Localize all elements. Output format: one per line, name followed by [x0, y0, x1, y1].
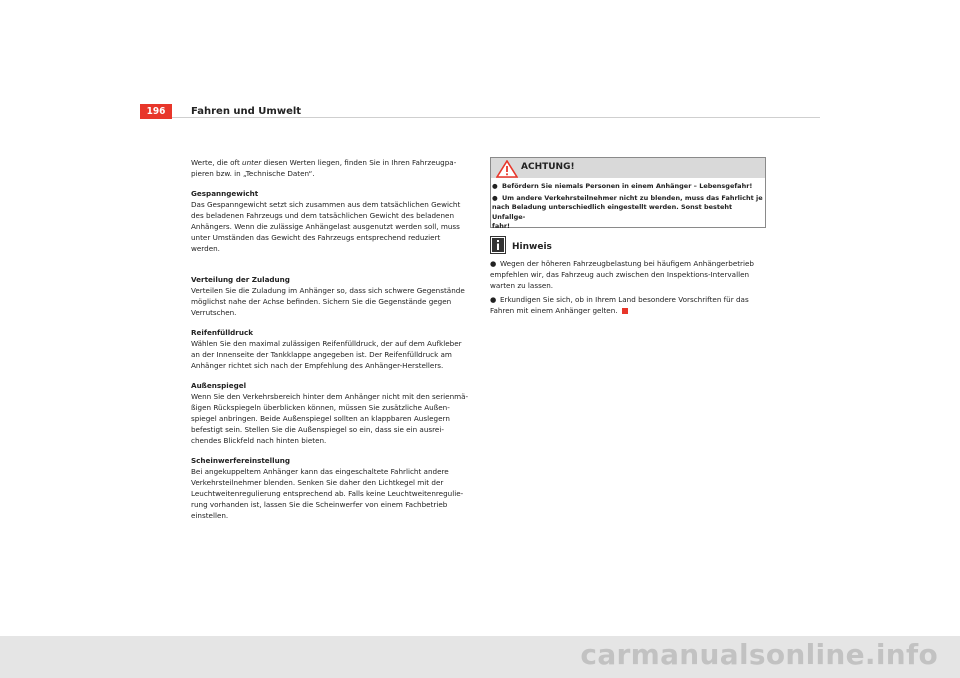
- watermark: carmanualsonline.info: [580, 638, 938, 671]
- warning-box: [490, 157, 766, 228]
- section-heading: Außenspiegel: [191, 381, 247, 390]
- hint-title: Hinweis: [512, 242, 552, 252]
- section-text: Das Gespanngewicht setzt sich zusammen aus dem tatsächlichen Gewicht des beladenen Fahrzeugs und dem tatsächlichen Gewicht des beladenen Anhängers. Wenn die zulässige Anhängelast ausgenutzt werden soll, muss unter Umständen das Gewicht des Fahrzeugs entsprechend reduziert werden.: [191, 200, 461, 253]
- page-number: 196: [140, 104, 172, 119]
- section-text: Wenn Sie den Verkehrsbereich hinter dem Anhänger nicht mit den serienmä- ßigen Rückspiegeln überblicken können, müssen Sie zusätzliche Außen- spiegel anbringen. Beide Außenspiegel sollten an klappbaren Auslegern befestigt sein. Stellen Sie die Außenspiegel so ein, dass sie ein ausrei- chendes Blickfeld nach hinten bieten.: [191, 392, 469, 445]
- section-heading: Scheinwerfereinstellung: [191, 456, 290, 465]
- section-scheinwerfereinstellung: [191, 455, 474, 521]
- warning-title: ACHTUNG!: [521, 162, 575, 172]
- warning-item: ● Um andere Verkehrsteilnehmer nicht zu blenden, muss das Fahrlicht je nach Beladung unterschiedlich eingestellt werden. Sonst besteht Unfallge- fahr!: [492, 193, 763, 230]
- intro-paragraph: Werte, die oft unter diesen Werten liegen, finden Sie in Ihren Fahrzeugpa- pieren bzw. in „Technische Daten“.: [191, 158, 457, 178]
- section-text: Wählen Sie den maximal zulässigen Reifenfülldruck, der auf dem Aufkleber an der Innenseite der Tankklappe angegeben ist. Der Reifenfülldruck am Anhänger richtet sich nach der Empfehlung des Anhänger-Herstellers.: [191, 339, 462, 370]
- section-text: Bei angekuppeltem Anhänger kann das eingeschaltete Fahrlicht andere Verkehrsteilnehmer blenden. Senken Sie daher den Lichtkegel mit der Leuchtweitenregulierung entsprechend ab. Falls keine Leuchtweitenregulie- rung vorhanden ist, lassen Sie die Scheinwerfer von einem Fachbetrieb einstellen.: [191, 467, 464, 520]
- left-column: [191, 157, 474, 530]
- header-divider: [172, 117, 820, 118]
- section-heading: Verteilung der Zuladung: [191, 275, 290, 284]
- section-reifenfuelldruck: [191, 327, 474, 371]
- section-heading: Reifenfülldruck: [191, 328, 254, 337]
- bullet-icon: ●: [490, 259, 497, 268]
- info-note-icon: [490, 236, 506, 254]
- bullet-icon: ●: [492, 193, 498, 202]
- section-aussenspiegel: [191, 380, 474, 446]
- warning-body: [492, 182, 764, 234]
- end-mark-icon: [622, 308, 628, 314]
- section-verteilung: [191, 274, 474, 318]
- chapter-title: Fahren und Umwelt: [191, 106, 302, 117]
- hint-item: ● Wegen der höheren Fahrzeugbelastung bei häufigem Anhängerbetrieb empfehlen wir, das Fahrzeug auch zwischen den Inspektions-Intervallen warten zu lassen.: [490, 259, 754, 290]
- warning-header: [491, 158, 765, 178]
- warning-triangle-icon: [496, 160, 518, 178]
- section-gespanngewicht: [191, 188, 474, 254]
- bullet-icon: ●: [490, 295, 497, 304]
- section-heading: Gespanngewicht: [191, 189, 259, 198]
- warning-item: ● Befördern Sie niemals Personen in einem Anhänger – Lebensgefahr!: [492, 182, 753, 190]
- hint-item: ● Erkundigen Sie sich, ob in Ihrem Land besondere Vorschriften für das Fahren mit einem Anhänger gelten.: [490, 295, 749, 315]
- bullet-icon: ●: [492, 182, 498, 190]
- hint-body: [490, 258, 770, 319]
- section-text: Verteilen Sie die Zuladung im Anhänger so, dass sich schwere Gegenstände möglichst nahe der Achse befinden. Sichern Sie die Gegenstände gegen Verrutschen.: [191, 286, 465, 317]
